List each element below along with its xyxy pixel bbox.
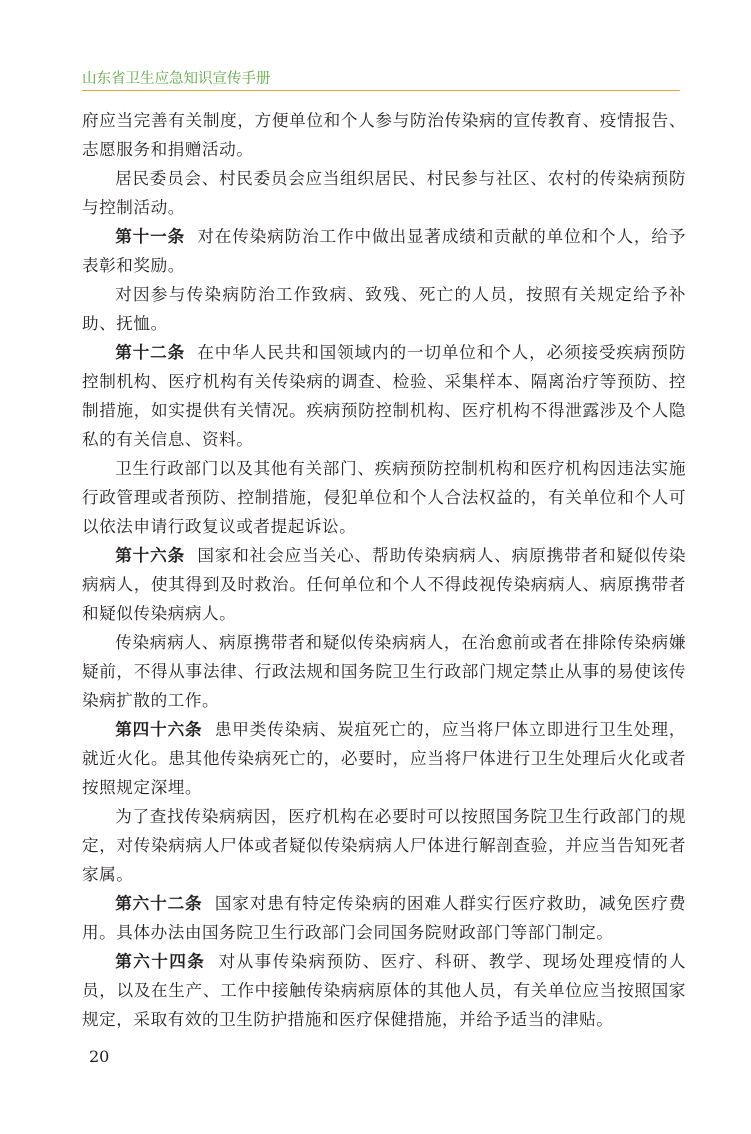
- paragraph-text: 为了查找传染病病因，医疗机构在必要时可以按照国务院卫生行政部门的规定，对传染病病人尸体或者疑似传染病病人尸体进行解剖查验，并应当告知死者家属。: [82, 807, 686, 884]
- article-number: 第十六条: [115, 545, 186, 565]
- article-paragraph: [82, 947, 686, 1034]
- article-paragraph: [82, 889, 686, 947]
- body-text: [82, 106, 686, 1034]
- article-paragraph: [82, 541, 686, 628]
- article-number: 第四十六条: [115, 719, 203, 739]
- article-paragraph: [82, 222, 686, 280]
- paragraph-text: 卫生行政部门以及其他有关部门、疾病预防控制机构和医疗机构因违法实施行政管理或者预防、控制措施，侵犯单位和个人合法权益的，有关单位和个人可以依法申请行政复议或者提起诉讼。: [82, 459, 686, 536]
- paragraph-text: 在中华人民共和国领域内的一切单位和个人，必须接受疾病预防控制机构、医疗机构有关传染病的调查、检验、采集样本、隔离治疗等预防、控制措施，如实提供有关情况。疾病预防控制机构、医疗机构不得泄露涉及个人隐私的有关信息、资料。: [82, 343, 686, 449]
- article-paragraph: [82, 338, 686, 454]
- paragraph-text: 府应当完善有关制度，方便单位和个人参与防治传染病的宣传教育、疫情报告、志愿服务和捐赠活动。: [82, 111, 686, 159]
- paragraph-text: 居民委员会、村民委员会应当组织居民、村民参与社区、农村的传染病预防与控制活动。: [82, 169, 686, 217]
- paragraph-text: 对因参与传染病防治工作致病、致残、死亡的人员，按照有关规定给予补助、抚恤。: [82, 285, 686, 333]
- paragraph-text: 传染病病人、病原携带者和疑似传染病病人，在治愈前或者在排除传染病嫌疑前，不得从事法律、行政法规和国务院卫生行政部门规定禁止从事的易使该传染病扩散的工作。: [82, 633, 686, 710]
- paragraph-text: 患甲类传染病、炭疽死亡的，应当将尸体立即进行卫生处理，就近火化。患其他传染病死亡的，必要时，应当将尸体进行卫生处理后火化或者按照规定深埋。: [82, 720, 687, 797]
- paragraph-text: 对在传染病防治工作中做出显著成绩和贡献的单位和个人，给予表彰和奖励。: [82, 227, 686, 275]
- paragraph: [82, 454, 686, 541]
- header-divider: [82, 90, 680, 91]
- paragraph: [82, 106, 686, 164]
- article-paragraph: [82, 715, 686, 802]
- article-number: 第十二条: [115, 342, 186, 362]
- paragraph: [82, 280, 686, 338]
- paragraph-text: 对从事传染病预防、医疗、科研、教学、现场处理疫情的人员，以及在生产、工作中接触传染病病原体的其他人员，有关单位应当按照国家规定，采取有效的卫生防护措施和医疗保健措施，并给予适当的津贴。: [82, 952, 686, 1029]
- article-number: 第六十二条: [115, 893, 203, 913]
- article-number: 第十一条: [115, 226, 186, 246]
- paragraph: [82, 628, 686, 715]
- paragraph-text: 国家对患有特定传染病的困难人群实行医疗救助，减免医疗费用。具体办法由国务院卫生行政部门会同国务院财政部门等部门制定。: [82, 894, 687, 942]
- article-number: 第六十四条: [115, 951, 206, 971]
- paragraph: [82, 164, 686, 222]
- paragraph: [82, 802, 686, 889]
- page-number: 20: [89, 1047, 110, 1066]
- running-header: 山东省卫生应急知识宣传手册: [82, 71, 271, 87]
- paragraph-text: 国家和社会应当关心、帮助传染病病人、病原携带者和疑似传染病病人，使其得到及时救治。任何单位和个人不得歧视传染病病人、病原携带者和疑似传染病病人。: [82, 546, 686, 623]
